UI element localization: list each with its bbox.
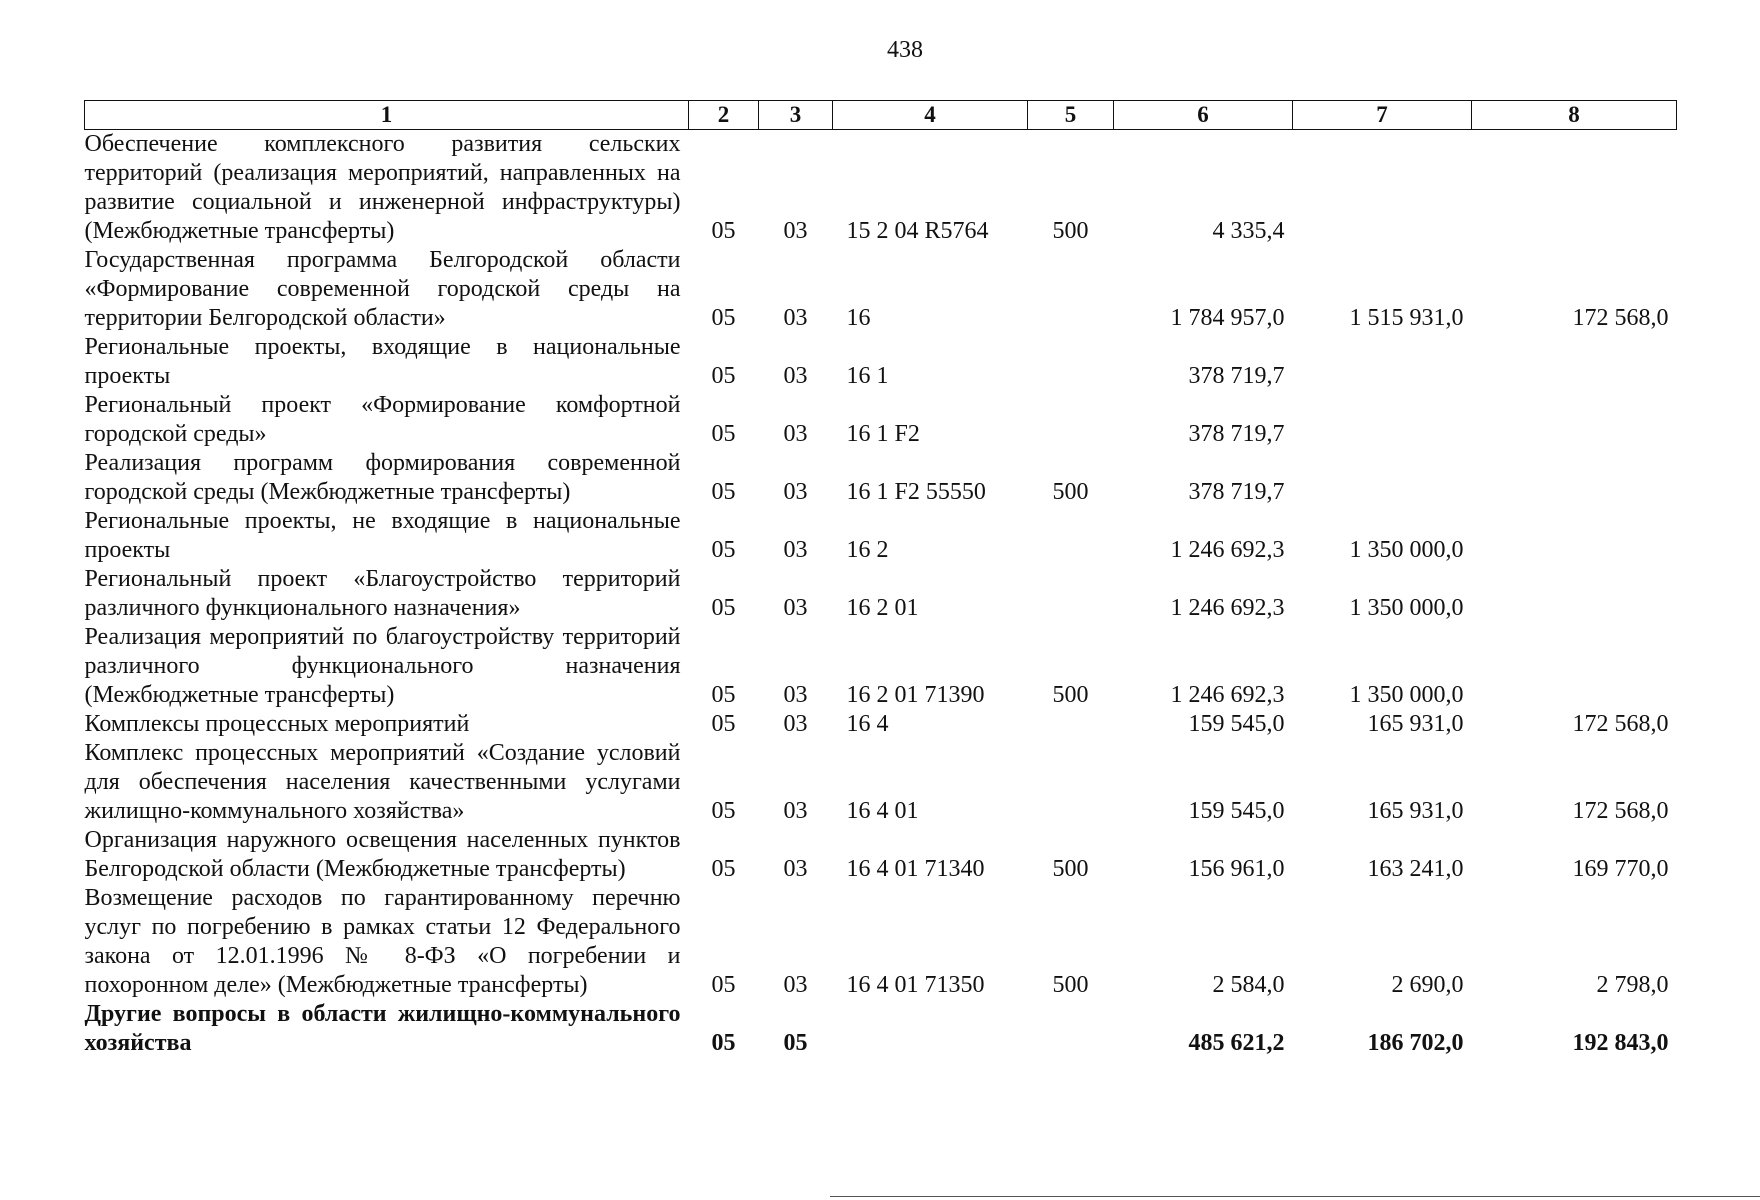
- target-article-cell: 16 4 01 71340: [846, 856, 985, 882]
- section-code-cell: 05: [711, 537, 736, 563]
- table-row: [85, 507, 1677, 565]
- target-article-cell: 16 4 01 71350: [846, 972, 985, 998]
- header-col-8: 8: [1472, 101, 1677, 130]
- table-row: [85, 826, 1677, 884]
- row-name-cell: Региональный проект «Благоустройство территорий различного функционального назначения»: [84, 566, 681, 621]
- amount-col-6-cell: 1 784 957,0: [1170, 305, 1285, 331]
- amount-col-7-cell: 163 241,0: [1367, 856, 1464, 882]
- amount-col-7-cell: [1293, 130, 1472, 247]
- expense-type-cell: 500: [1052, 972, 1089, 998]
- table-row: [85, 333, 1677, 391]
- expense-type-cell: [1028, 333, 1114, 391]
- expense-type-cell: [1028, 1000, 1114, 1058]
- expense-type-cell: [1028, 391, 1114, 449]
- amount-col-8-cell: [1472, 507, 1677, 565]
- bottom-rule: [830, 1196, 1760, 1197]
- amount-col-8-cell: 172 568,0: [1572, 305, 1669, 331]
- expense-type-cell: 500: [1052, 218, 1089, 244]
- expense-type-cell: 500: [1052, 856, 1089, 882]
- section-code-cell: 05: [711, 218, 736, 244]
- row-name-cell: Возмещение расходов по гарантированному перечню услуг по погребению в рамках статьи 12 Федерального закона от 12.01.1996 № 8-ФЗ «О погребении и похоронном деле» (Межбюджетные трансферты): [84, 885, 681, 998]
- amount-col-7-cell: 1 350 000,0: [1349, 537, 1464, 563]
- amount-col-6-cell: 485 621,2: [1188, 1030, 1285, 1056]
- section-code-cell: 05: [711, 711, 736, 737]
- table-row: [85, 884, 1677, 1000]
- target-article-cell: 16 1: [846, 363, 889, 389]
- subsection-code-cell: 03: [783, 537, 808, 563]
- subsection-code-cell: 03: [783, 421, 808, 447]
- header-col-4: 4: [833, 101, 1028, 130]
- row-name-cell: Региональные проекты, входящие в национальные проекты: [84, 334, 681, 389]
- expense-type-cell: [1028, 710, 1114, 739]
- expense-type-cell: [1028, 739, 1114, 826]
- section-code-cell: 05: [711, 363, 736, 389]
- target-article-cell: 16: [846, 305, 871, 331]
- section-code-cell: 05: [711, 1030, 736, 1056]
- section-code-cell: 05: [711, 798, 736, 824]
- target-article-cell: 16 2 01: [846, 595, 919, 621]
- amount-col-8-cell: 172 568,0: [1572, 711, 1669, 737]
- expense-type-cell: 500: [1052, 479, 1089, 505]
- subsection-code-cell: 03: [783, 711, 808, 737]
- row-name-cell: Комплекс процессных мероприятий «Создание условий для обеспечения населения качественными услугами жилищно-коммунального хозяйства»: [84, 740, 681, 824]
- amount-col-7-cell: 1 515 931,0: [1349, 305, 1464, 331]
- row-name-cell: Реализация мероприятий по благоустройству территорий различного функционального назначения (Межбюджетные трансферты): [84, 624, 681, 708]
- table-row: [85, 130, 1677, 247]
- target-article-cell: 16 1 F2: [846, 421, 920, 447]
- amount-col-7-cell: 2 690,0: [1391, 972, 1464, 998]
- header-col-5: 5: [1028, 101, 1114, 130]
- page-number: 438: [887, 37, 923, 63]
- amount-col-8-cell: 169 770,0: [1572, 856, 1669, 882]
- target-article-cell: 15 2 04 R5764: [846, 218, 989, 244]
- amount-col-7-cell: 165 931,0: [1367, 798, 1464, 824]
- target-article-cell: 16 2: [846, 537, 889, 563]
- section-code-cell: 05: [711, 595, 736, 621]
- header-col-7: 7: [1293, 101, 1472, 130]
- row-name-cell: Региональные проекты, не входящие в национальные проекты: [84, 508, 681, 563]
- amount-col-7-cell: 186 702,0: [1367, 1030, 1464, 1056]
- amount-col-6-cell: 159 545,0: [1188, 798, 1285, 824]
- section-code-cell: 05: [711, 682, 736, 708]
- budget-table: [84, 100, 1677, 1058]
- amount-col-7-cell: [1293, 333, 1472, 391]
- amount-col-6-cell: 2 584,0: [1212, 972, 1285, 998]
- row-name-cell: Другие вопросы в области жилищно-коммунального хозяйства: [84, 1001, 681, 1056]
- table-row: [85, 449, 1677, 507]
- table-row: [85, 565, 1677, 623]
- header-col-3: 3: [759, 101, 833, 130]
- expense-type-cell: 500: [1052, 682, 1089, 708]
- section-code-cell: 05: [711, 421, 736, 447]
- subsection-code-cell: 03: [783, 218, 808, 244]
- row-name-cell: Организация наружного освещения населенных пунктов Белгородской области (Межбюджетные трансферты): [84, 827, 681, 882]
- target-article-cell: 16 1 F2 55550: [846, 479, 986, 505]
- table-body: [85, 130, 1677, 1059]
- target-article-cell: 16 4 01: [846, 798, 919, 824]
- row-name-cell: Государственная программа Белгородской области «Формирование современной городской среды на территории Белгородской области»: [84, 247, 681, 331]
- target-article-cell: 16 2 01 71390: [846, 682, 985, 708]
- subsection-code-cell: 05: [783, 1030, 808, 1056]
- amount-col-6-cell: 4 335,4: [1212, 218, 1285, 244]
- table-row: [85, 1000, 1677, 1058]
- amount-col-8-cell: [1472, 623, 1677, 710]
- table-row: [85, 246, 1677, 333]
- header-col-6: 6: [1114, 101, 1293, 130]
- amount-col-6-cell: 1 246 692,3: [1170, 595, 1285, 621]
- expense-type-cell: [1028, 565, 1114, 623]
- amount-col-8-cell: [1472, 130, 1677, 247]
- amount-col-7-cell: [1293, 391, 1472, 449]
- expense-type-cell: [1028, 507, 1114, 565]
- amount-col-8-cell: 192 843,0: [1572, 1030, 1669, 1056]
- section-code-cell: 05: [711, 972, 736, 998]
- amount-col-6-cell: 1 246 692,3: [1170, 537, 1285, 563]
- section-code-cell: 05: [711, 479, 736, 505]
- subsection-code-cell: 03: [783, 972, 808, 998]
- subsection-code-cell: 03: [783, 798, 808, 824]
- amount-col-7-cell: 165 931,0: [1367, 711, 1464, 737]
- subsection-code-cell: 03: [783, 479, 808, 505]
- header-col-2: 2: [689, 101, 759, 130]
- subsection-code-cell: 03: [783, 363, 808, 389]
- amount-col-7-cell: 1 350 000,0: [1349, 682, 1464, 708]
- table-row: [85, 710, 1677, 739]
- target-article-cell: [833, 1000, 1028, 1058]
- header-row: [85, 101, 1677, 130]
- expense-type-cell: [1028, 246, 1114, 333]
- amount-col-6-cell: 159 545,0: [1188, 711, 1285, 737]
- amount-col-6-cell: 1 246 692,3: [1170, 682, 1285, 708]
- row-name-cell: Региональный проект «Формирование комфортной городской среды»: [84, 392, 681, 447]
- table-row: [85, 739, 1677, 826]
- amount-col-8-cell: 172 568,0: [1572, 798, 1669, 824]
- table-row: [85, 623, 1677, 710]
- amount-col-8-cell: [1472, 333, 1677, 391]
- amount-col-6-cell: 156 961,0: [1188, 856, 1285, 882]
- amount-col-6-cell: 378 719,7: [1188, 421, 1285, 447]
- row-name-cell: Обеспечение комплексного развития сельских территорий (реализация мероприятий, направленных на развитие социальной и инженерной инфраструктуры) (Межбюджетные трансферты): [84, 131, 681, 244]
- subsection-code-cell: 03: [783, 856, 808, 882]
- subsection-code-cell: 03: [783, 682, 808, 708]
- amount-col-8-cell: [1472, 449, 1677, 507]
- amount-col-6-cell: 378 719,7: [1188, 363, 1285, 389]
- subsection-code-cell: 03: [783, 595, 808, 621]
- row-name-cell: Комплексы процессных мероприятий: [84, 711, 470, 737]
- amount-col-8-cell: [1472, 565, 1677, 623]
- target-article-cell: 16 4: [846, 711, 889, 737]
- table-row: [85, 391, 1677, 449]
- amount-col-8-cell: 2 798,0: [1596, 972, 1669, 998]
- section-code-cell: 05: [711, 856, 736, 882]
- subsection-code-cell: 03: [783, 305, 808, 331]
- header-col-1: 1: [85, 101, 689, 130]
- section-code-cell: 05: [711, 305, 736, 331]
- amount-col-6-cell: 378 719,7: [1188, 479, 1285, 505]
- amount-col-8-cell: [1472, 391, 1677, 449]
- amount-col-7-cell: 1 350 000,0: [1349, 595, 1464, 621]
- row-name-cell: Реализация программ формирования современной городской среды (Межбюджетные трансферты): [84, 450, 681, 505]
- amount-col-7-cell: [1293, 449, 1472, 507]
